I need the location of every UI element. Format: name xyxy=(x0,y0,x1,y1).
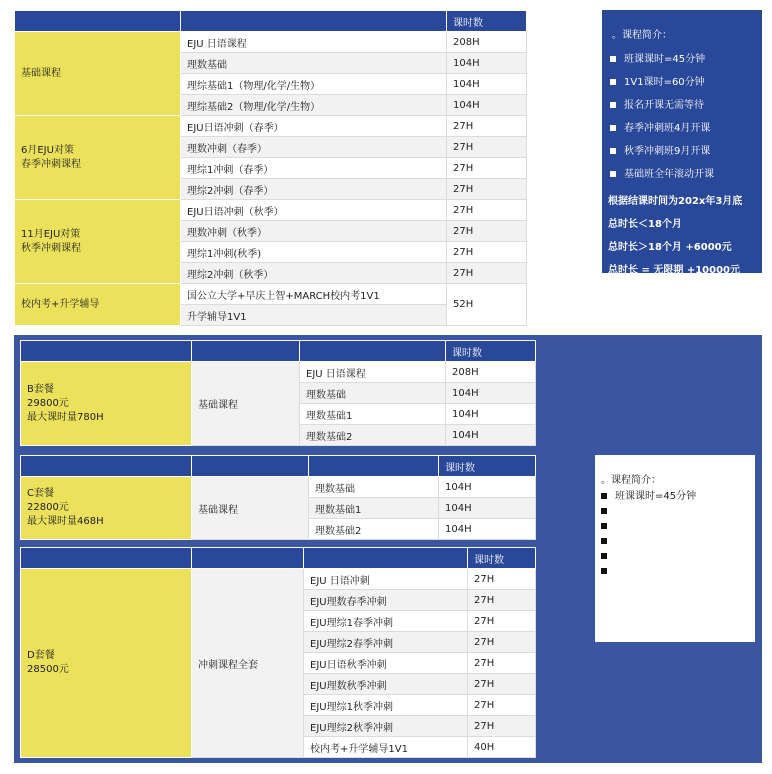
course-name: 理数冲刺（秋季） xyxy=(181,221,447,242)
course-name: 理综基础2（物理/化学/生物） xyxy=(181,95,447,116)
course-name: EJU理综1秋季冲刺 xyxy=(304,695,468,716)
course-name: 理数基础2 xyxy=(300,425,446,446)
table-header-row xyxy=(21,341,536,362)
course-name: 理综2冲刺（春季） xyxy=(181,179,447,200)
header-hours: 课时数 xyxy=(468,548,536,569)
course-name: EJU理数秋季冲刺 xyxy=(304,674,468,695)
intro-item xyxy=(601,534,696,549)
intro-item: 秋季冲刺班9月开课 xyxy=(608,140,714,163)
course-name: EJU理综1春季冲刺 xyxy=(304,611,468,632)
intro-item: 1V1课时=60分钟 xyxy=(608,71,714,94)
table-row xyxy=(15,284,527,305)
course-name: EJU日语秋季冲刺 xyxy=(304,653,468,674)
course-name: 理数基础 xyxy=(181,53,447,74)
course-hours: 27H xyxy=(447,179,527,200)
course-name: 理数基础1 xyxy=(300,404,446,425)
course-hours: 104H xyxy=(447,95,527,116)
intro-item: 班课课时=45分钟 xyxy=(608,48,714,71)
course-name: 理综2冲刺（秋季） xyxy=(181,263,447,284)
table-row xyxy=(21,477,536,498)
package-name: B套餐 29800元 最大课时量780H xyxy=(21,362,192,446)
package-category: 冲刺课程全套 xyxy=(192,569,304,758)
course-name: 升学辅导1V1 xyxy=(181,305,447,326)
course-name: EJU 日语课程 xyxy=(181,32,447,53)
header-cell xyxy=(192,341,300,362)
course-hours: 104H xyxy=(439,498,536,519)
intro-list xyxy=(608,48,714,186)
course-hours: 104H xyxy=(446,425,536,446)
course-name: 理数冲刺（春季） xyxy=(181,137,447,158)
intro-note: 总时长＜18个月 xyxy=(608,219,682,230)
intro-item: 基础班全年滚动开课 xyxy=(608,163,714,186)
group-name: 校内考+升学辅导 xyxy=(15,284,181,326)
intro-title: 。课程简介： xyxy=(601,475,661,486)
square-bullet-icon xyxy=(610,102,616,108)
table-header-row xyxy=(15,11,527,32)
square-bullet-icon xyxy=(610,171,616,177)
course-hours: 104H xyxy=(446,383,536,404)
square-bullet-icon xyxy=(610,148,616,154)
package-name: C套餐 22800元 最大课时量468H xyxy=(21,477,192,540)
intro-list xyxy=(601,489,696,579)
table-header-row xyxy=(21,548,536,569)
package-category: 基础课程 xyxy=(192,362,300,446)
course-name: EJU日语冲刺（秋季） xyxy=(181,200,447,221)
square-bullet-icon xyxy=(601,493,607,499)
course-hours: 27H xyxy=(468,695,536,716)
course-hours: 27H xyxy=(447,221,527,242)
square-bullet-icon xyxy=(601,553,607,559)
course-name: 国公立大学+早庆上智+MARCH校内考1V1 xyxy=(181,284,447,305)
intro-title: 。课程简介： xyxy=(612,30,672,41)
course-hours: 104H xyxy=(439,519,536,540)
intro-item xyxy=(601,549,696,564)
square-bullet-icon xyxy=(601,538,607,544)
course-name: 理数基础1 xyxy=(309,498,439,519)
square-bullet-icon xyxy=(601,523,607,529)
course-hours: 27H xyxy=(468,674,536,695)
intro-item xyxy=(601,519,696,534)
header-cell xyxy=(192,456,309,477)
header-cell xyxy=(309,456,439,477)
header-cell xyxy=(304,548,468,569)
header-cell xyxy=(181,11,447,32)
header-hours: 课时数 xyxy=(439,456,536,477)
course-hours: 27H xyxy=(447,200,527,221)
table-row xyxy=(21,362,536,383)
square-bullet-icon xyxy=(610,56,616,62)
course-name: EJU日语冲刺（春季） xyxy=(181,116,447,137)
group-name: 11月EJU对策 秋季冲刺课程 xyxy=(15,200,181,284)
course-hours: 104H xyxy=(439,477,536,498)
header-hours: 课时数 xyxy=(446,341,536,362)
course-name: EJU 日语课程 xyxy=(300,362,446,383)
course-hours: 27H xyxy=(468,632,536,653)
course-hours: 27H xyxy=(468,716,536,737)
course-hours: 104H xyxy=(447,74,527,95)
table-header-row xyxy=(21,456,536,477)
header-hours: 课时数 xyxy=(447,11,527,32)
intro-note: 总时长＞18个月 +6000元 xyxy=(608,242,732,253)
course-hours: 208H xyxy=(447,32,527,53)
course-name: 理数基础 xyxy=(300,383,446,404)
course-hours: 27H xyxy=(447,263,527,284)
square-bullet-icon xyxy=(601,568,607,574)
course-hours: 40H xyxy=(468,737,536,758)
course-intro-box-2 xyxy=(595,455,755,642)
header-cell xyxy=(15,11,181,32)
intro-note: 总时长 = 无限期 +10000元 xyxy=(608,265,740,276)
course-intro-box xyxy=(602,10,762,276)
course-hours: 27H xyxy=(468,590,536,611)
package-d-table xyxy=(20,547,536,758)
package-category: 基础课程 xyxy=(192,477,309,540)
intro-item: 班课课时=45分钟 xyxy=(601,489,696,504)
course-hours: 208H xyxy=(446,362,536,383)
course-name: 理数基础2 xyxy=(309,519,439,540)
square-bullet-icon xyxy=(610,79,616,85)
course-table xyxy=(14,10,527,326)
intro-item: 报名开课无需等待 xyxy=(608,94,714,117)
course-name: 理综1冲刺(秋季) xyxy=(181,242,447,263)
header-cell xyxy=(21,456,192,477)
course-hours: 104H xyxy=(447,53,527,74)
course-hours: 27H xyxy=(447,116,527,137)
course-name: EJU理综2秋季冲刺 xyxy=(304,716,468,737)
course-name: 理综1冲刺（春季） xyxy=(181,158,447,179)
header-cell xyxy=(21,548,192,569)
course-name: 校内考+升学辅导1V1 xyxy=(304,737,468,758)
course-hours: 27H xyxy=(447,137,527,158)
group-name: 6月EJU对策 春季冲刺课程 xyxy=(15,116,181,200)
intro-item: 春季冲刺班4月开课 xyxy=(608,117,714,140)
course-name: 理数基础 xyxy=(309,477,439,498)
header-cell xyxy=(21,341,192,362)
square-bullet-icon xyxy=(601,508,607,514)
intro-item xyxy=(601,504,696,519)
header-cell xyxy=(192,548,304,569)
package-name: D套餐 28500元 xyxy=(21,569,192,758)
square-bullet-icon xyxy=(610,125,616,131)
package-b-table xyxy=(20,340,536,446)
course-hours: 27H xyxy=(468,611,536,632)
course-hours: 27H xyxy=(468,569,536,590)
course-hours: 27H xyxy=(447,158,527,179)
course-hours: 27H xyxy=(447,242,527,263)
table-row xyxy=(15,116,527,137)
course-hours: 52H xyxy=(447,284,527,326)
course-hours: 104H xyxy=(446,404,536,425)
table-row xyxy=(15,200,527,221)
table-row xyxy=(15,32,527,53)
intro-note: 根据结课时间为202x年3月底 xyxy=(608,196,743,207)
header-cell xyxy=(300,341,446,362)
table-row xyxy=(21,569,536,590)
intro-item xyxy=(601,564,696,579)
course-name: EJU理综2春季冲刺 xyxy=(304,632,468,653)
course-name: 理综基础1（物理/化学/生物） xyxy=(181,74,447,95)
course-name: EJU 日语冲刺 xyxy=(304,569,468,590)
course-hours: 27H xyxy=(468,653,536,674)
package-c-table xyxy=(20,455,536,540)
group-name: 基础课程 xyxy=(15,32,181,116)
course-name: EJU理数春季冲刺 xyxy=(304,590,468,611)
